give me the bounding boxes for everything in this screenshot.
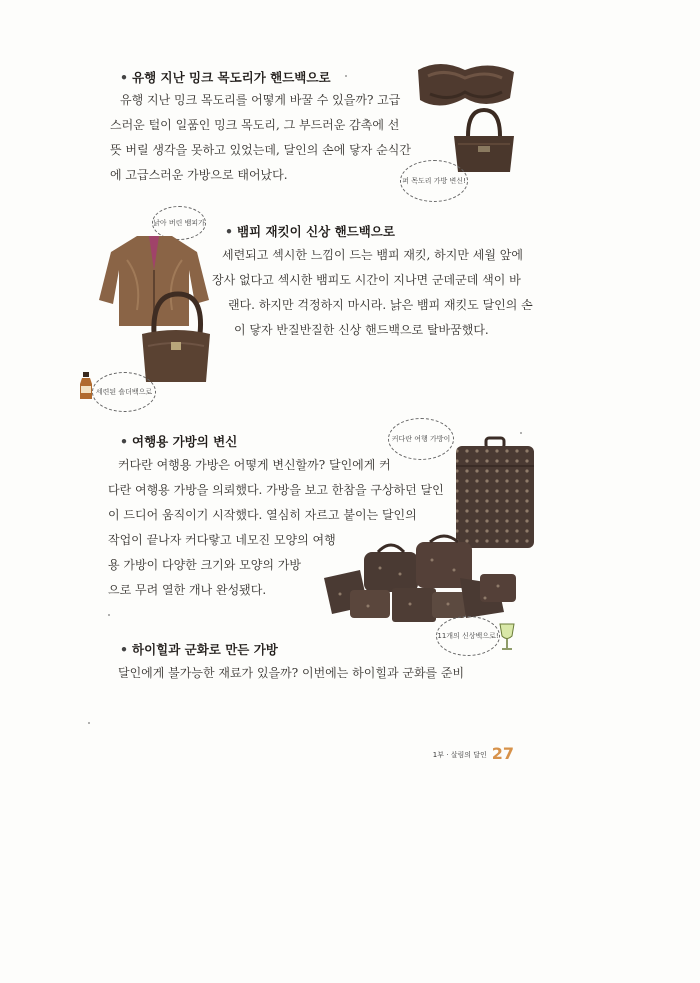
snakeskin-handbag-photo: [138, 290, 214, 386]
scan-speck: [108, 614, 110, 616]
chapter-label: 1부 · 살림의 달인: [432, 751, 487, 759]
scan-speck: [520, 432, 522, 434]
section-text-mink-scarf: 유행 지난 밍크 목도리를 어떻게 바꿀 수 있을까? 고급 스러운 털이 일품인 밍크 목도리, 그 부드러운 감촉에 선 뜻 버릴 생각을 못하고 있었는데, 달인의 손에 닿자 순식간 에 고급스러운 가방으로 태어났다.: [110, 93, 411, 182]
scan-speck: [345, 75, 347, 77]
section-heading-mink-scarf: • 유행 지난 밍크 목도리가 핸드백으로: [120, 70, 331, 85]
note-large-travel-bag: 커다란 여행 가방이: [388, 418, 454, 460]
section-text-heels-boots: 달인에게 불가능한 재료가 있을까? 이번에는 하이힐과 군화를 준비: [118, 666, 465, 680]
scan-speck: [88, 722, 90, 724]
wine-glass-icon: [498, 622, 516, 652]
bottle-icon: [79, 372, 93, 400]
note-fur-scarf-bag: 퍼 목도리 가방 변신!: [400, 160, 468, 202]
page-footer: [433, 744, 514, 763]
note-old-snakeskin: 낡아 버린 뱀피가: [152, 206, 206, 240]
eleven-new-bags-photo: [320, 534, 520, 626]
section-heading-travel-bag: • 여행용 가방의 변신: [120, 434, 238, 449]
note-eleven-new-bags: 11개의 신상백으로!: [436, 616, 500, 656]
section-heading-snakeskin-jacket: • 뱀피 재킷이 신상 핸드백으로: [225, 224, 395, 239]
travel-suitcase-photo: [452, 436, 538, 550]
section-heading-heels-boots: • 하이힐과 군화로 만든 가방: [120, 642, 278, 657]
section-text-travel-bag: 커다란 여행용 가방은 어떻게 변신할까? 달인에게 커 다란 여행용 가방을 의뢰했다. 가방을 보고 한참을 구상하던 달인 이 드디어 움직이기 시작했다. 열심히 자르고 붙이는 달인의 작업이 끝나자 커다랗고 네모진 모양의 여행 용 가방이 다양한 크기와 모양의 가방 으로 무려 열한 개나 완성됐다.: [108, 458, 444, 597]
page-number: 27: [491, 744, 514, 763]
section-text-snakeskin-jacket: 세련되고 섹시한 느낌이 드는 뱀피 재킷, 하지만 세월 앞에 장사 없다고 섹시한 뱀피도 시간이 지나면 군데군데 색이 바 랜다. 하지만 걱정하지 마시라. 낡은 뱀피 재킷도 달인의 손 이 닿자 반질반질한 신상 핸드백으로 탈바꿈했다.: [212, 248, 533, 337]
note-stylish-shoulder-bag: 세련된 숄더백으로: [92, 372, 156, 412]
mink-handbag-photo: [448, 106, 520, 176]
